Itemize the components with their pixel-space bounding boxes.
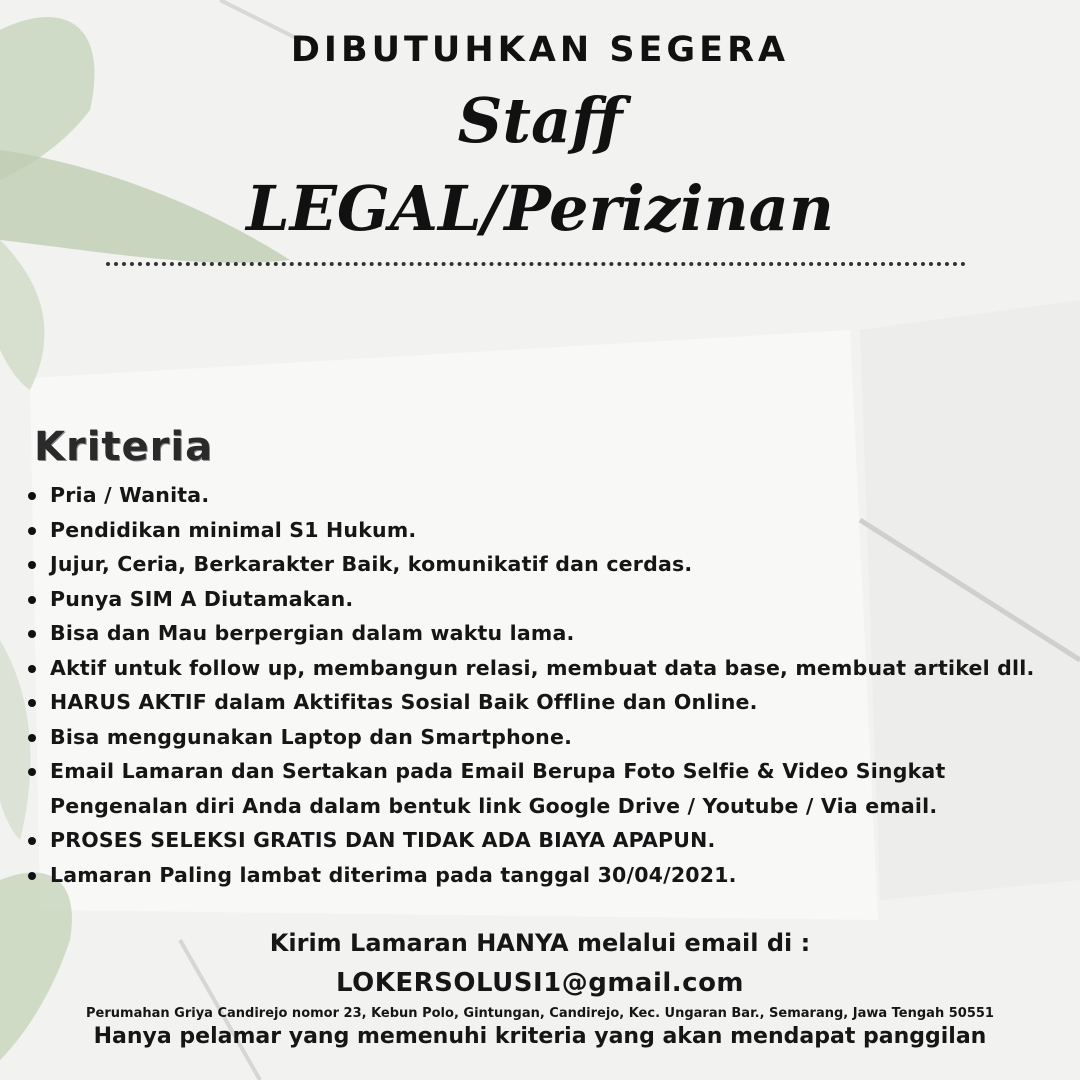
criteria-item: Pria / Wanita.: [24, 478, 1064, 513]
job-title-line2: LEGAL/Perizinan: [246, 172, 834, 245]
send-instruction: Kirim Lamaran HANYA melalui email di :: [269, 929, 811, 957]
job-title-line1: Staff: [457, 84, 623, 157]
hiring-subtitle: DIBUTUHKAN SEGERA: [290, 30, 790, 70]
criteria-item: Email Lamaran dan Sertakan pada Email Berupa Foto Selfie & Video Singkat Pengenalan diri Anda dalam bentuk link Google Drive / Youtube / Via email.: [24, 754, 1064, 823]
criteria-list: [24, 478, 1064, 892]
criteria-item: HARUS AKTIF dalam Aktifitas Sosial Baik Offline dan Online.: [24, 685, 1064, 720]
office-address: Perumahan Griya Candirejo nomor 23, Kebun Polo, Gintungan, Candirejo, Kec. Ungaran Bar., Semarang, Jawa Tengah 50551: [86, 1006, 994, 1021]
criteria-item: Lamaran Paling lambat diterima pada tanggal 30/04/2021.: [24, 858, 1064, 893]
criteria-item: PROSES SELEKSI GRATIS DAN TIDAK ADA BIAYA APAPUN.: [24, 823, 1064, 858]
criteria-item: Pendidikan minimal S1 Hukum.: [24, 513, 1064, 548]
contact-email: LOKERSOLUSI1@gmail.com: [335, 968, 745, 998]
criteria-item: Punya SIM A Diutamakan.: [24, 582, 1064, 617]
applicant-note: Hanya pelamar yang memenuhi kriteria yang akan mendapat panggilan: [93, 1024, 987, 1049]
dotted-divider: [106, 262, 966, 266]
criteria-item: Jujur, Ceria, Berkarakter Baik, komunikatif dan cerdas.: [24, 547, 1064, 582]
criteria-item: Bisa menggunakan Laptop dan Smartphone.: [24, 720, 1064, 755]
criteria-item: Bisa dan Mau berpergian dalam waktu lama.: [24, 616, 1064, 651]
criteria-item: Aktif untuk follow up, membangun relasi, membuat data base, membuat artikel dll.: [24, 651, 1064, 686]
criteria-heading: Kriteria: [34, 424, 214, 470]
leaf-left-edge: [0, 240, 44, 390]
